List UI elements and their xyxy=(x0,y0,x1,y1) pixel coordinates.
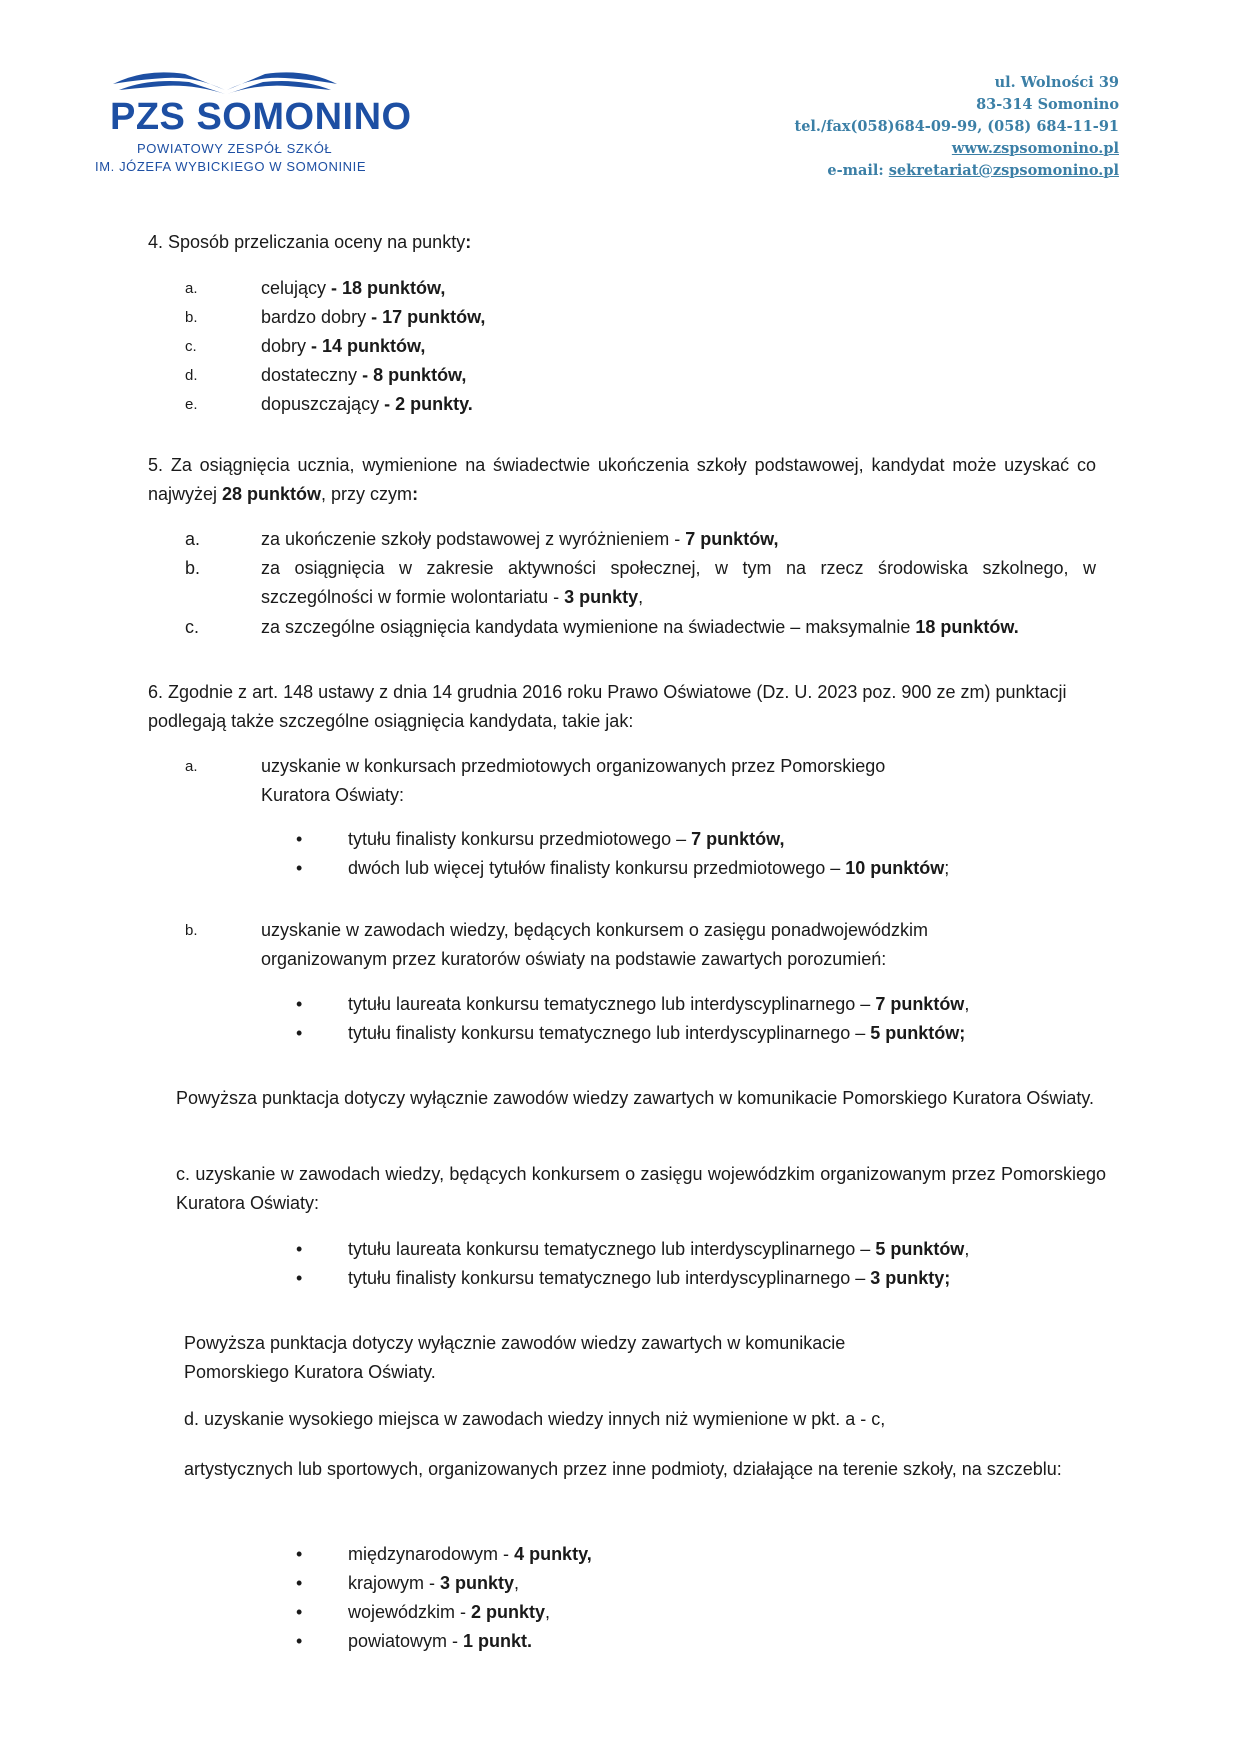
note-paragraph: Powyższa punktacja dotyczy wyłącznie zawodów wiedzy zawartych w komunikacie Pomorskiego Kuratora Oświaty. xyxy=(184,1333,846,1382)
letterhead xyxy=(0,0,1241,190)
section-5-intro: 5. Za osiągnięcia ucznia, wymienione na świadectwie ukończenia szkoły podstawowej, kandydat może uzyskać co najwyżej 28 punktów, przy czym: xyxy=(148,455,1096,504)
section-4-heading: 4. Sposób przeliczania oceny na punkty: xyxy=(148,232,472,252)
email-label: e-mail: xyxy=(827,162,889,179)
email-link[interactable]: sekretariat@zspsomonino.pl xyxy=(888,162,1119,179)
contact-email-line xyxy=(795,160,1120,182)
contact-city: 83-314 Somonino xyxy=(976,96,1119,113)
section-6-intro: 6. Zgodnie z art. 148 ustawy z dnia 14 grudnia 2016 roku Prawo Oświatowe (Dz. U. 2023 poz. 900 ze zm) punktacji podlegają także szczególne osiągnięcia kandydata, takie jak: xyxy=(148,682,1067,731)
logo-text: PZS SOMONINO xyxy=(110,96,412,138)
contact-block xyxy=(795,72,1120,182)
note-paragraph: Powyższa punktacja dotyczy wyłącznie zawodów wiedzy zawartych w komunikacie Pomorskiego Kuratora Oświaty. xyxy=(176,1088,1095,1108)
contact-street: ul. Wolności 39 xyxy=(994,74,1119,91)
section-6d-line2: artystycznych lub sportowych, organizowanych przez inne podmioty, działające na terenie szkoły, na szczeblu: xyxy=(184,1459,1062,1479)
contact-phone: tel./fax(058)684-09-99, (058) 684-11-91 xyxy=(794,118,1119,135)
website-link[interactable]: www.zspsomonino.pl xyxy=(951,140,1119,157)
logo-subtitle-1: POWIATOWY ZESPÓŁ SZKÓŁ xyxy=(137,141,333,156)
logo-subtitle-2: IM. JÓZEFA WYBICKIEGO W SOMONINIE xyxy=(95,159,367,174)
school-logo xyxy=(95,66,415,186)
section-6c-paragraph: c. uzyskanie w zawodach wiedzy, będących konkursem o zasięgu wojewódzkim organizowanym przez Pomorskiego Kuratora Oświaty: xyxy=(176,1164,1106,1213)
section-6d-line1: d. uzyskanie wysokiego miejsca w zawodach wiedzy innych niż wymienione w pkt. a - c, xyxy=(184,1409,886,1429)
